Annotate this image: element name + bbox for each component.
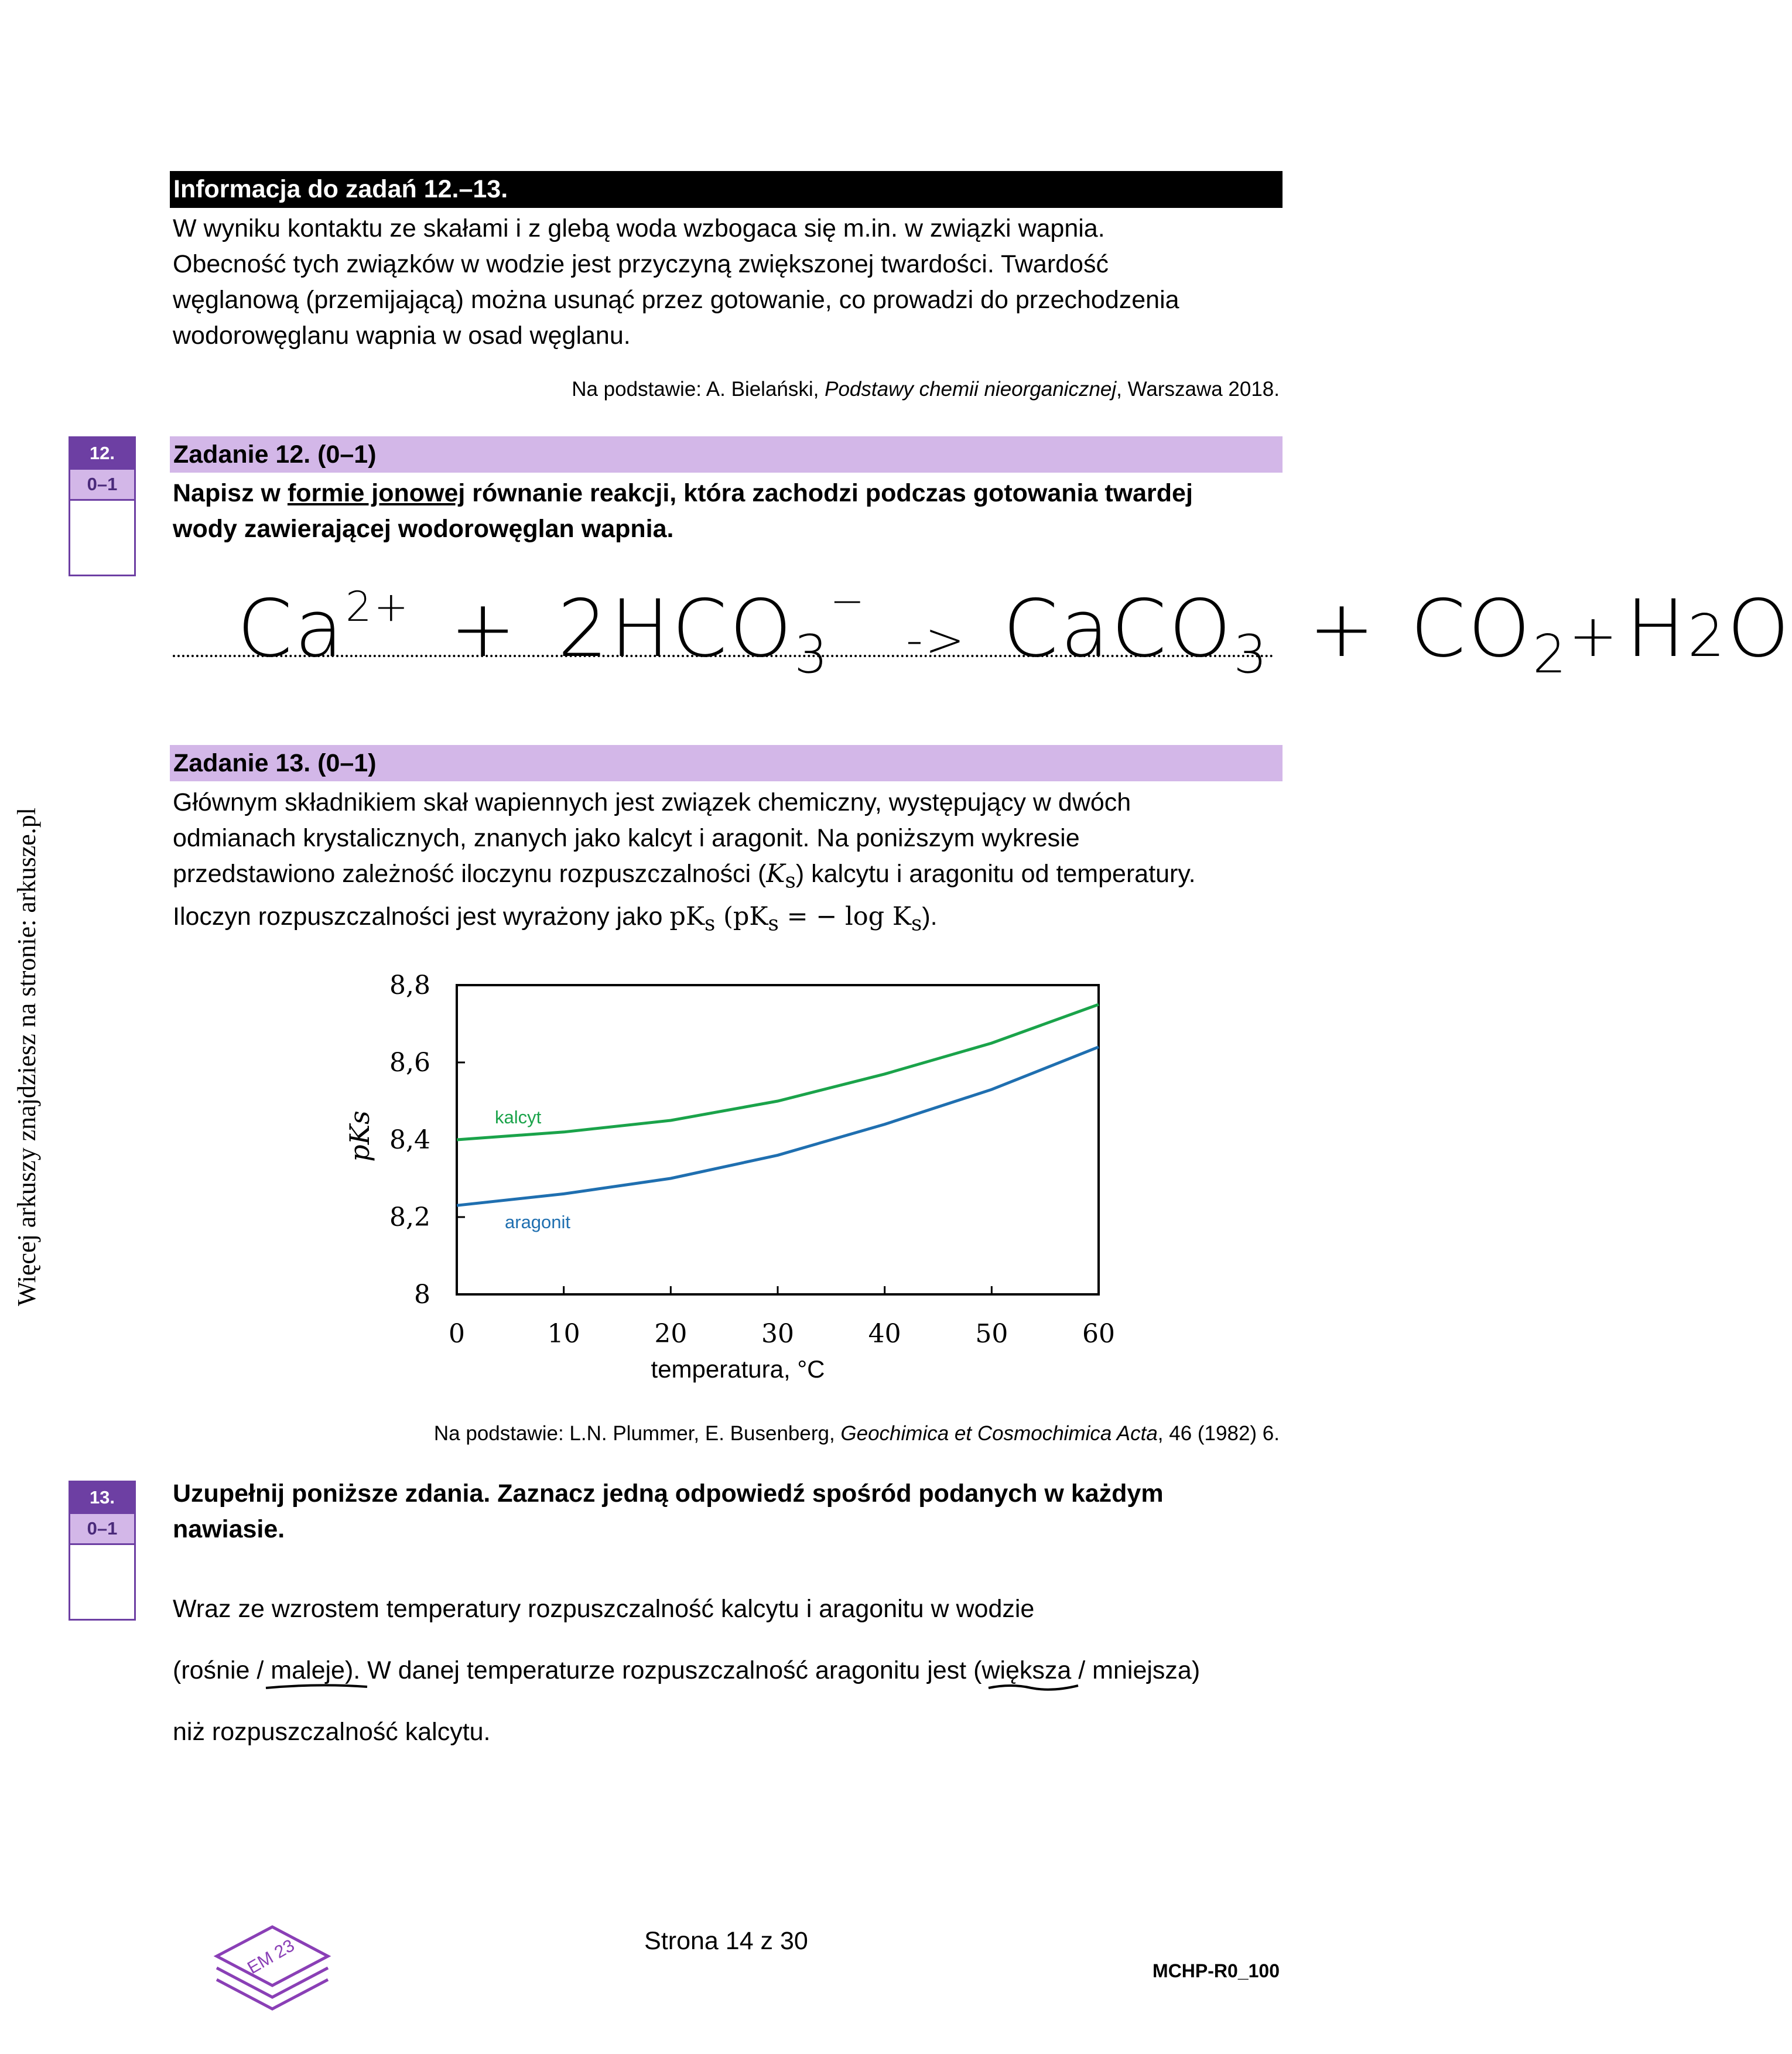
source-suffix: , Warszawa 2018.	[1116, 378, 1280, 401]
hw-co2: CO	[1410, 583, 1533, 675]
instruction-part: wody zawierającej wodorowęglan wapnia.	[173, 515, 674, 543]
x-tick-label: 50	[975, 1319, 1008, 1349]
task12-score-field[interactable]	[70, 501, 134, 575]
y-tick-label: 8,6	[389, 1048, 430, 1078]
hw-hco3-sub: 3	[794, 624, 830, 685]
info-line: węglanową (przemijającą) można usunąć przez gotowanie, co prowadzi do przechodzenia	[173, 286, 1179, 314]
source-title: Geochimica et Cosmochimica Acta	[840, 1422, 1158, 1445]
x-tick-label: 30	[761, 1319, 794, 1349]
task12-points: 0–1	[70, 468, 134, 501]
task12-heading: Zadanie 12. (0–1)	[170, 436, 1283, 473]
kalcyt-line	[457, 1004, 1099, 1140]
task12-score-box	[69, 436, 136, 576]
source-prefix: Na podstawie: L.N. Plummer, E. Busenberg,	[433, 1422, 841, 1445]
hw-caco3-sub: 3	[1233, 624, 1270, 685]
sentence-line: (rośnie / maleje ). W danej temperaturze rozpuszczalność aragonitu jest (większa / mniejsza)	[173, 1640, 1285, 1701]
handwritten-underline	[265, 1681, 370, 1693]
source-title: Podstawy chemii nieorganicznej	[825, 378, 1117, 401]
task13-source	[434, 1422, 1280, 1445]
y-tick-label: 8	[414, 1280, 430, 1310]
x-tick-label: 0	[449, 1319, 465, 1349]
handwritten-equation	[237, 577, 1792, 685]
x-tick-label: 60	[1082, 1319, 1115, 1349]
info-title: Informacja do zadań 12.–13.	[170, 171, 1283, 208]
instruction-line: Uzupełnij poniższe zdania. Zaznacz jedną odpowiedź spośród podanych w każdym	[173, 1479, 1164, 1508]
task12-number: 12.	[70, 438, 134, 468]
hw-o: O	[1727, 583, 1792, 675]
task13-points: 0–1	[70, 1512, 134, 1545]
instruction-emphasis: formie jonowej	[287, 479, 466, 507]
hw-hco3-charge: −	[830, 577, 867, 625]
y-tick-label: 8,8	[389, 970, 430, 1000]
answer-choice-wieksza[interactable]: większa	[982, 1640, 1071, 1701]
intro-line: odmianach krystalicznych, znanych jako kalcyt i aragonit. Na poniższym wykresie	[173, 824, 1080, 852]
hw-caco3: CaCO	[1003, 583, 1234, 675]
instruction-part: równanie reakcji, która zachodzi podczas gotowania twardej	[465, 479, 1193, 507]
info-line: W wyniku kontaktu ze skałami i z glebą woda wzbogaca się m.in. w związki wapnia.	[173, 214, 1105, 242]
task13-score-field[interactable]	[70, 1545, 134, 1619]
info-line: wodorowęglanu wapnia w osad węglanu.	[173, 322, 631, 350]
task12-instruction	[173, 476, 1285, 547]
task13-score-box	[69, 1481, 136, 1621]
page-number: Strona 14 z 30	[644, 1927, 808, 1955]
y-tick-label: 8,4	[389, 1125, 430, 1155]
task13-number: 13.	[70, 1482, 134, 1512]
intro-line: Iloczyn rozpuszczalności jest wyrażony jako $pK_s$ ($pK_s$ = − $\log K_s$).	[173, 901, 938, 936]
y-axis-label: pKs	[344, 1110, 375, 1162]
sentence-line: niż rozpuszczalność kalcytu.	[173, 1718, 491, 1746]
logo-text: EM 23	[244, 1936, 298, 1978]
source-prefix: Na podstawie: A. Bielański,	[572, 378, 825, 401]
source-suffix: , 46 (1982) 6.	[1157, 1422, 1280, 1445]
solubility-chart	[328, 961, 1148, 1400]
hw-plus: +	[1308, 583, 1377, 675]
info-line: Obecność tych związków w wodzie jest przyczyną zwiększonej twardości. Twardość	[173, 250, 1109, 278]
info-source	[572, 378, 1280, 401]
answer-choice-maleje[interactable]: maleje	[271, 1640, 345, 1701]
hw-ca-charge: 2+	[346, 583, 411, 631]
hw-ca: Ca	[237, 583, 346, 675]
task13-intro	[173, 785, 1285, 941]
y-tick-label: 8,2	[389, 1202, 430, 1232]
x-tick-label: 40	[868, 1319, 901, 1349]
task13-instruction	[173, 1476, 1285, 1547]
hw-plus: +	[450, 583, 519, 675]
task13-sentences	[173, 1578, 1285, 1763]
intro-line: przedstawiono zależność iloczynu rozpuszczalności $(K_s)$ kalcytu i aragonitu od temperatury.	[173, 859, 1196, 893]
instruction-line: nawiasie.	[173, 1515, 285, 1543]
hw-hco3: 2HCO	[558, 583, 795, 675]
kalcyt-label: kalcyt	[495, 1107, 542, 1127]
aragonit-label: aragonit	[505, 1212, 571, 1232]
intro-line: Głównym składnikiem skał wapiennych jest związek chemiczny, występujący w dwóch	[173, 788, 1131, 816]
handwritten-underline	[987, 1682, 1081, 1694]
hw-plus: +	[1568, 601, 1620, 670]
x-tick-label: 20	[654, 1319, 688, 1349]
hw-co2-sub: 2	[1533, 624, 1569, 685]
side-note: Więcej arkuszy znajdziesz na stronie: arkusze.pl	[12, 808, 41, 1306]
hw-2: 2	[1687, 601, 1728, 670]
hw-h: H	[1626, 583, 1688, 675]
instruction-part: Napisz w	[173, 479, 288, 507]
plot-frame	[457, 985, 1099, 1294]
hw-arrow: ->	[905, 613, 967, 667]
aragonit-line	[457, 1047, 1099, 1206]
x-axis-label: temperatura, °C	[651, 1355, 825, 1383]
x-tick-label: 10	[547, 1319, 580, 1349]
task13-heading: Zadanie 13. (0–1)	[170, 745, 1283, 781]
document-code: MCHP-R0_100	[1153, 1960, 1280, 1981]
info-text	[173, 211, 1285, 354]
sentence-line: Wraz ze wzrostem temperatury rozpuszczalność kalcytu i aragonitu w wodzie	[173, 1595, 1035, 1623]
